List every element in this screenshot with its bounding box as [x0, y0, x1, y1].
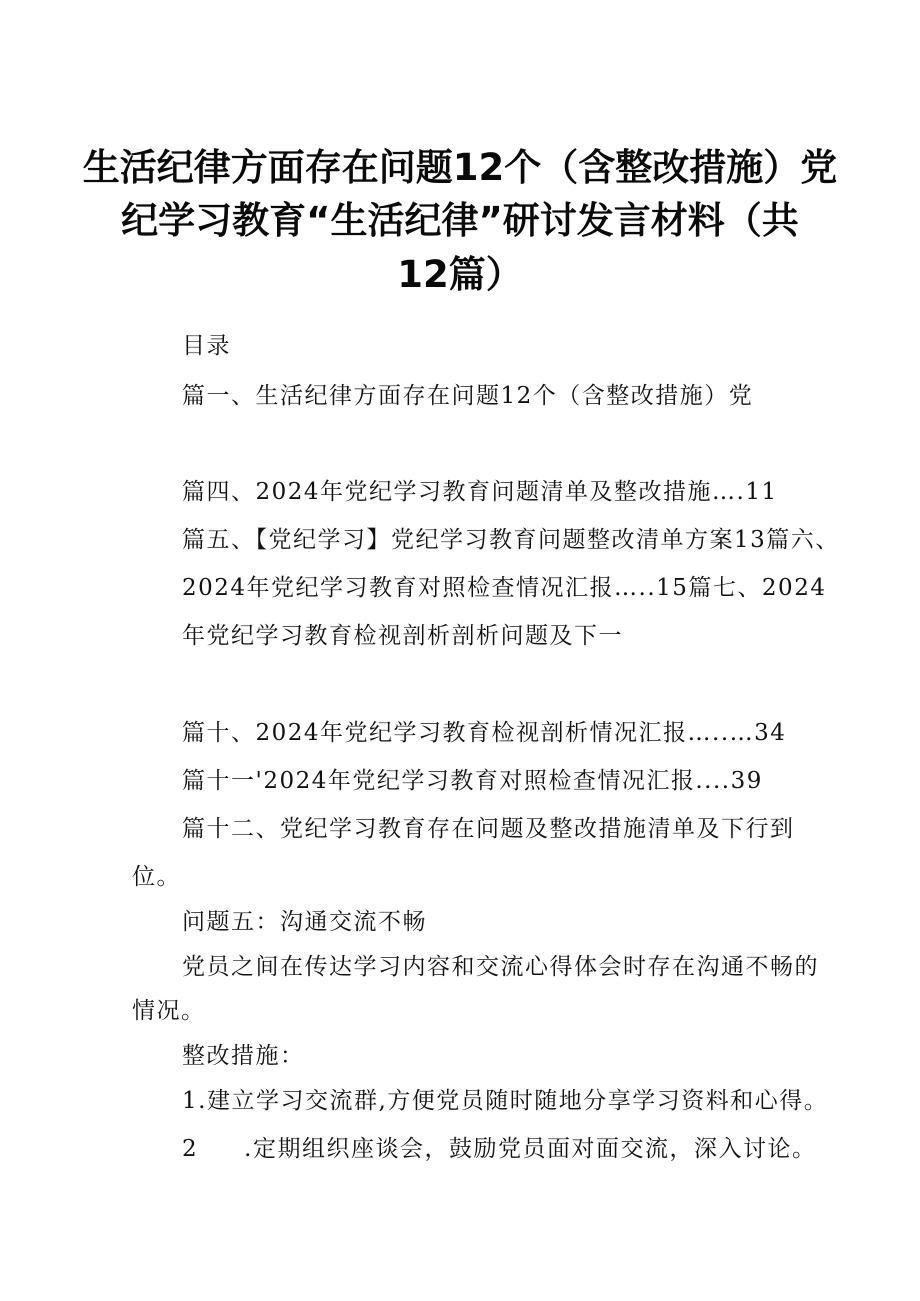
measure-text-2: .定期组织座谈会，鼓励党员面对面交流，深入讨论。	[244, 1136, 817, 1162]
toc-line-3: 篇五、【党纪学习】党纪学习教育问题整改清单方案13篇六、	[182, 527, 840, 553]
measure-number-2: 2	[182, 1136, 199, 1162]
measure-item-1	[182, 1082, 828, 1115]
measures-heading: 整改措施：	[182, 1043, 305, 1069]
title-line-3: 12篇）	[397, 253, 523, 296]
issue-heading: 问题五：沟通交流不畅	[182, 909, 427, 935]
measure-item-2	[182, 1130, 816, 1163]
toc-line-2: 篇四、2024年党纪学习教育问题清单及整改措施….11	[182, 479, 778, 505]
issue-text-line-1: 党员之间在传达学习内容和交流心得体会时存在沟通不畅的	[182, 954, 819, 980]
toc-line-9: 位。	[132, 864, 181, 890]
issue-text-line-2: 情况。	[132, 998, 206, 1024]
toc-line-4: 2024年党纪学习教育对照检查情况汇报…..15篇七、2024	[182, 575, 827, 601]
toc-line-7: 篇十一'2024年党纪学习教育对照检查情况汇报....39	[182, 768, 763, 794]
toc-line-6: 篇十、2024年党纪学习教育检视剖析情况汇报…..…34	[182, 720, 787, 746]
toc-line-1: 篇一、生活纪律方面存在问题12个（含整改措施）党	[182, 383, 754, 409]
toc-line-8: 篇十二、党纪学习教育存在问题及整改措施清单及下行到	[182, 816, 795, 842]
toc-line-5: 年党纪学习教育检视剖析剖析问题及下一	[182, 623, 623, 649]
title-line-2: 纪学习教育“生活纪律”研讨发言材料（共	[121, 199, 799, 242]
measure-text-1: .建立学习交流群,方便党员随时随地分享学习资料和心得。	[198, 1088, 829, 1114]
toc-heading: 目录	[182, 333, 231, 359]
measure-number-1: 1	[182, 1088, 199, 1114]
title-line-1: 生活纪律方面存在问题12个（含整改措施）党	[82, 146, 838, 189]
